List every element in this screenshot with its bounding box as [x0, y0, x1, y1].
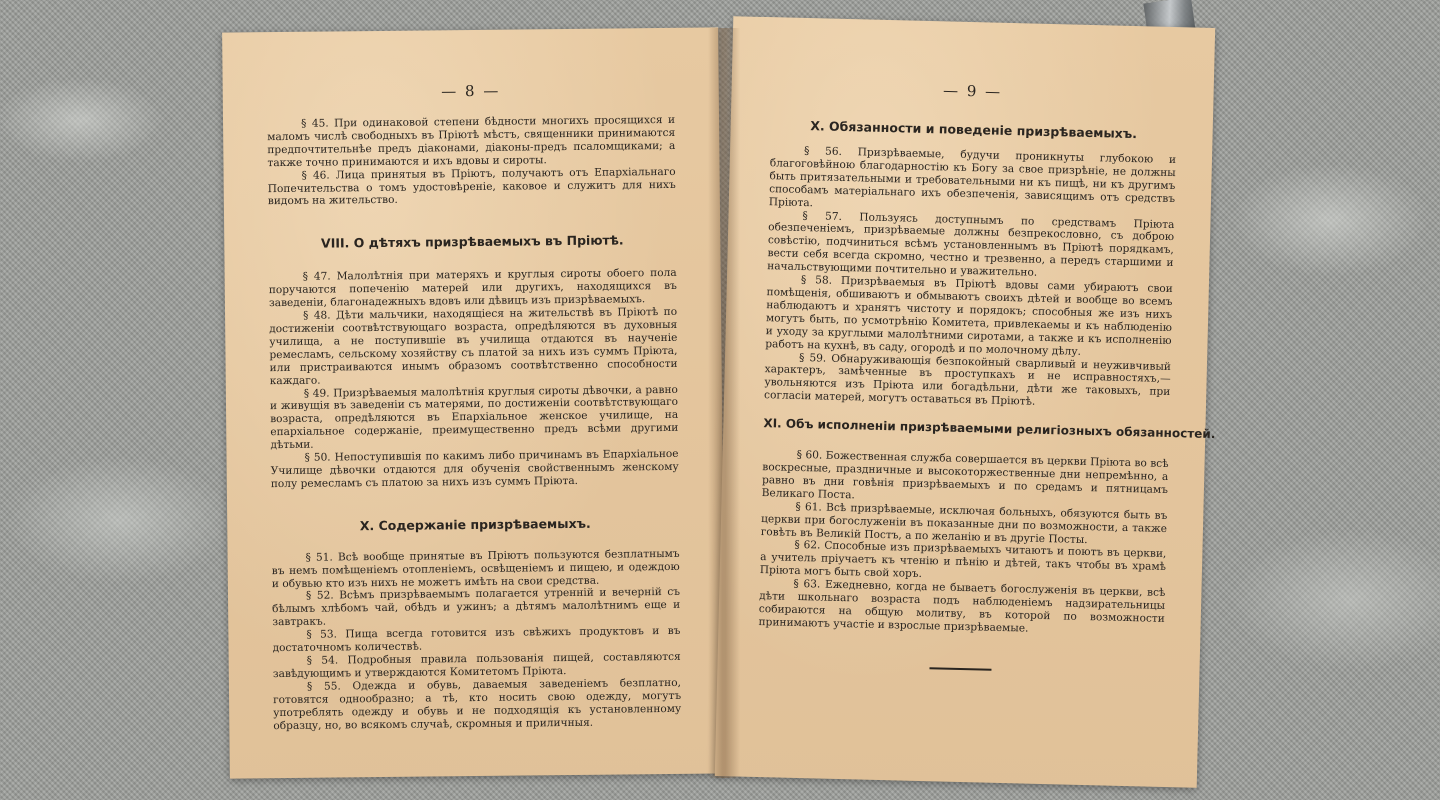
left-page [222, 27, 726, 778]
paragraph-51: § 51. Всѣ вообще принятые въ Пріютъ пользуются безплатнымъ въ немъ помѣщеніемъ отопленіемъ, освѣщеніемъ и пищею, и одеждою и обувью кто изъ нихъ не можетъ имѣть на свои средства. [271, 547, 680, 590]
section-heading-children: VIII. О дѣтяхъ призрѣваемыхъ въ Пріютѣ. [320, 232, 624, 251]
paragraph-56: § 56. Призрѣваемые, будучи проникнуты глубокою и благоговѣйною благодарностію къ Богу за свое призрѣніе, не должны быть притязательными и требовательными ни къ пищѣ, ни къ другимъ способамъ матеріальнаго ихъ обезпеченія, зависящимъ отъ средствъ Пріюта. [768, 144, 1177, 209]
right-page [715, 16, 1215, 788]
page-number-9: — 9 — [942, 81, 1003, 101]
paragraph-60: § 60. Божественная служба совершается въ церкви Пріюта во всѣ воскресные, праздничные и высокоторжественные дни непремѣнно, а равно въ дни говѣнія призрѣваемыхъ и по средамъ и пятницамъ Великаго Поста. [761, 449, 1169, 502]
section-heading-religious: XI. Объ исполненіи призрѣваемыми религіозныхъ обязанностей. [763, 416, 1216, 442]
paragraph-62: § 62. Способные изъ призрѣваемыхъ читаютъ и поютъ въ церкви, а учитель пріучаетъ къ чтенію и пѣнію и дѣтей, такъ чтобы въ храмѣ Пріюта могъ быть свой хоръ. [759, 539, 1167, 581]
paragraph-54: § 54. Подробныя правила пользованія пищей, составляются завѣдующимъ и утверждаются Комитетомъ Пріюта. [272, 650, 681, 681]
paragraph-47: § 47. Малолѣтнія при матеряхъ и круглыя сироты обоего пола поручаются попеченію матерей или другихъ, находящихся въ заведеніи, благонадежныхъ вдовъ или дѣвицъ изъ призрѣваемыхъ. [268, 267, 677, 310]
paragraph-49: § 49. Призрѣваемыя малолѣтнія круглыя сироты дѣвочки, а равно и живущія въ заведеніи съ матерями, по достиженіи соотвѣтствующаго возраста, опредѣляются въ Епархіальное женское училище, на епархіальное содержаніе, преимущественно предъ всѣми другими дѣтьми. [269, 383, 679, 452]
section-heading-maintenance: X. Содержаніе призрѣваемыхъ. [359, 515, 591, 533]
paragraph-52: § 52. Всѣмъ призрѣваемымъ полагается утренній и вечерній съ бѣлымъ хлѣбомъ чай, обѣдъ и ужинъ; а дѣтямъ малолѣтнимъ еще и завтракъ. [272, 586, 681, 629]
paragraph-50: § 50. Непоступившія по какимъ либо причинамъ въ Епархіальное Училище дѣвочки отдаются для обученія свойственнымъ женскому полу ремесламъ съ платою за нихъ изъ суммъ Пріюта. [270, 447, 679, 490]
right-page-content [718, 80, 1214, 675]
paragraph-48: § 48. Дѣти мальчики, находящіеся на жительствѣ въ Пріютѣ по достиженіи соотвѣтствующаго возраста, опредѣляются въ духовныя училища, а не поступившіе въ училища отдаются въ наученіе ремесламъ, сельскому хозяйству съ платой за нихъ изъ суммъ Пріюта, или пристраиваются инымъ образомъ соотвѣтственно способности каждаго. [269, 305, 678, 387]
paragraph-59: § 59. Обнаруживающія безпокойный сварливый и неуживчивый характеръ, замѣченные въ проступкахъ и не исправностяхъ,— увольняются изъ Пріюта или богадѣльни, дѣти же таковыхъ, при согласіи матерей, могутъ оставаться въ Пріютѣ. [763, 351, 1172, 408]
paragraph-46: § 46. Лица принятыя въ Пріютъ, получаютъ отъ Епархіальнаго Попечительства о томъ удостовѣреніе, каковое и служитъ для нихъ видомъ на жительство. [267, 165, 676, 208]
page-number-8: — 8 — [441, 81, 501, 101]
end-rule [929, 667, 991, 671]
section-heading-duties: X. Обязанности и поведеніе призрѣваемыхъ. [810, 118, 1138, 142]
paragraph-58: § 58. Призрѣваемыя въ Пріютѣ вдовы сами убираютъ свои помѣщенія, обшиваютъ и обмываютъ своихъ дѣтей и вообще во всемъ наблюдаютъ и хранятъ чистоту и порядокъ; способныя же изъ нихъ могутъ быть, по усмотрѣнію Комитета, привлекаемы и къ наблюденію и уходу за круглыми малолѣтними сиротами, а также и къ исполненію работъ на кухнѣ, въ саду, огородѣ и по молочному дѣлу. [765, 274, 1173, 358]
paragraph-55: § 55. Одежда и обувь, даваемыя заведеніемъ безплатно, готовятся однообразно; а тѣ, кто носить свою одежду, могутъ употреблять одежду и обувь и не подходящія къ установленному образцу, но, во всякомъ случаѣ, скромныя и приличныя. [273, 676, 682, 732]
paragraph-57: § 57. Пользуясь доступнымъ по средствамъ Пріюта обезпеченіемъ, призрѣваемые должны безпрекословно, съ доброю совѣстію, подчиниться всѣмъ установленнымъ въ Пріютѣ порядкамъ, вести себя всегда скромно, честно и трезвенно, а передъ старшими и начальствующими почтительно и уважительно. [767, 209, 1175, 279]
paragraph-45: § 45. При одинаковой степени бѣдности многихъ просящихся и маломъ числѣ свободныхъ въ Пріютѣ мѣстъ, священники принимаются предпочтительнѣе предъ діаконами, діаконы-предъ псаломщиками; а также точно принимаются и ихъ вдовы и сироты. [267, 113, 676, 169]
paragraph-63: § 63. Ежедневно, когда не бываетъ богослуженія въ церкви, всѣ дѣти школьнаго возраста подъ наблюденіемъ надзирательницы собираются на общую молитву, въ которой по возможности принимаютъ участіе и взрослые призрѣваемые. [758, 578, 1166, 635]
left-page-content [223, 79, 726, 733]
paragraph-61: § 61. Всѣ призрѣваемые, исключая больныхъ, обязуются быть въ церкви при богослуженіи въ показанные дни по возможности, а также говѣть въ Великій Постъ, а по желанію и въ другіе Посты. [760, 500, 1168, 546]
paragraph-53: § 53. Пища всегда готовится изъ свѣжихъ продуктовъ и въ достаточномъ количествѣ. [272, 625, 681, 655]
